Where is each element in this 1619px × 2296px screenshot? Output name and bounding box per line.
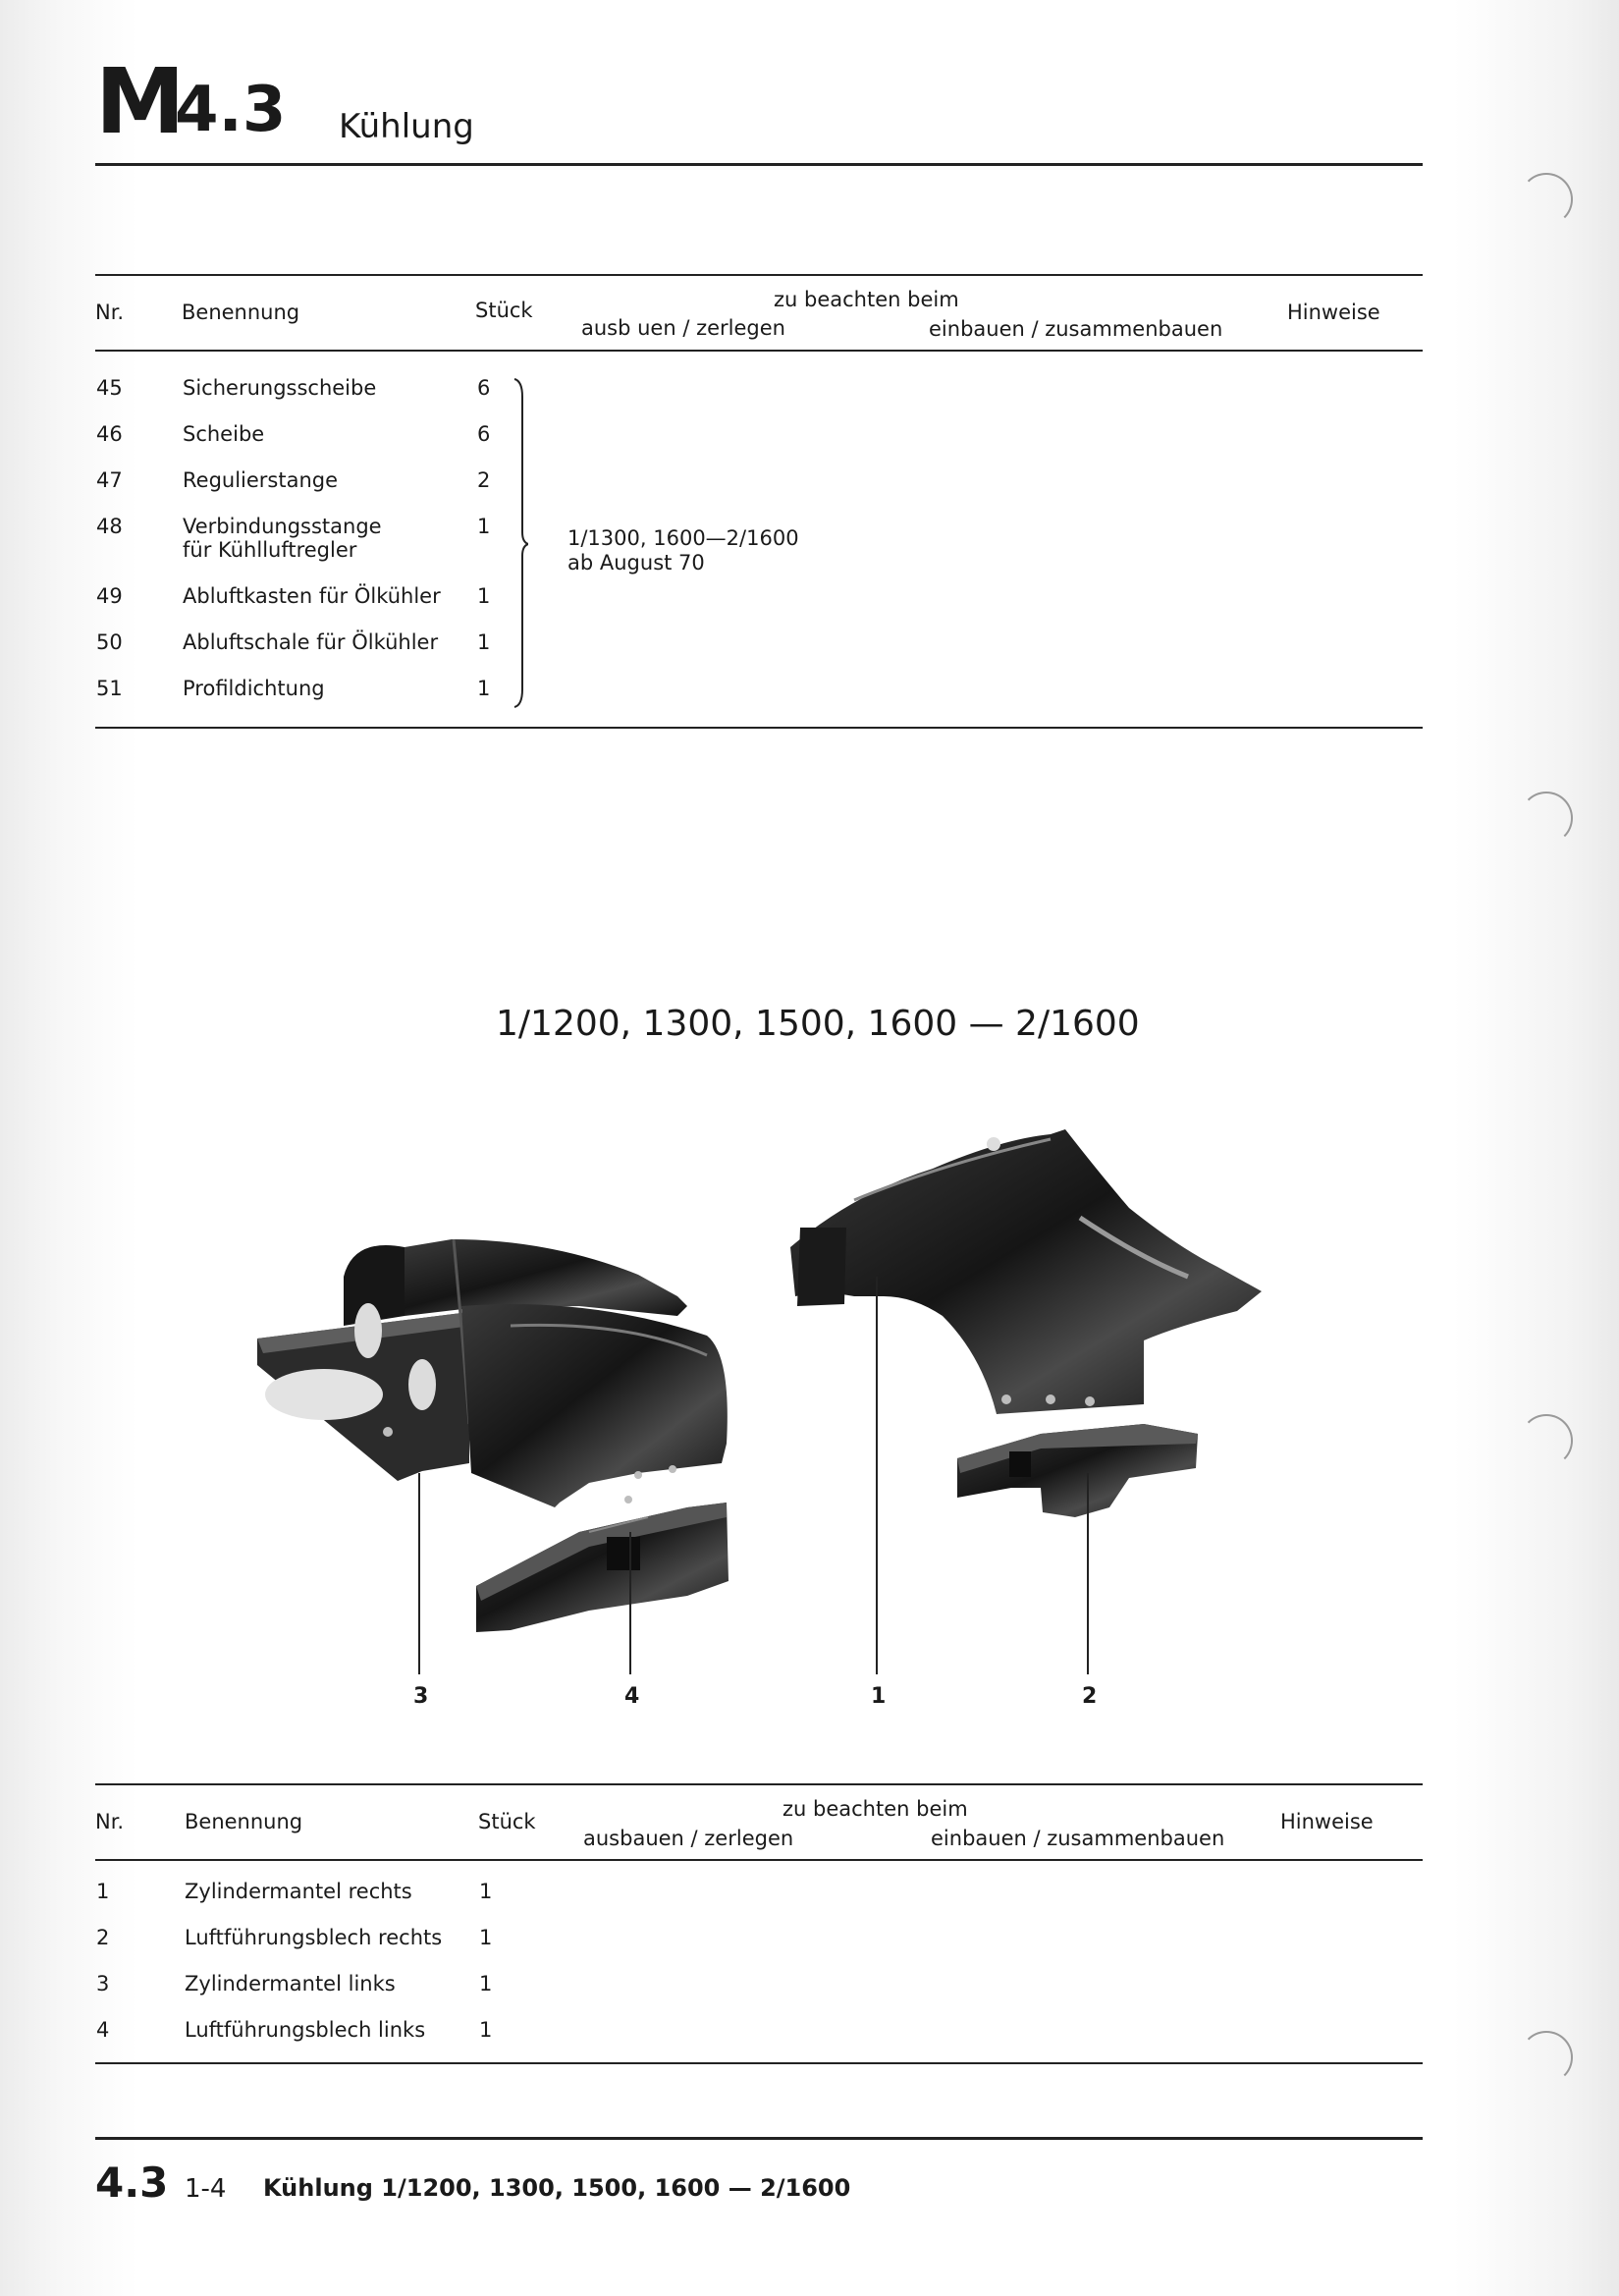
punch-hole-mark [1520,792,1573,845]
row-name: Abluftkasten für Ölkühler [183,584,441,608]
punch-hole-mark [1520,2031,1573,2084]
row-nr: 51 [96,677,123,700]
air-guide-plate-right-image [957,1424,1198,1517]
punch-hole-mark [1520,173,1573,226]
row-nr: 46 [96,422,123,446]
section-title: Kühlung [339,107,474,146]
row-name: Profildichtung [183,677,325,700]
table2-header-install: einbauen / zusammenbauen [931,1827,1225,1850]
footer-title: Kühlung 1/1200, 1300, 1500, 1600 — 2/1600 [263,2174,851,2202]
row-qty: 1 [477,677,491,700]
table1-header-qty: Stück [475,299,533,322]
table2-header-hints: Hinweise [1280,1810,1374,1833]
row-nr: 45 [96,376,123,400]
row-qty: 1 [479,1972,493,1995]
bracket-note-line2: ab August 70 [567,551,705,575]
row-name: Scheibe [183,422,265,446]
row-name: Luftführungsblech links [185,2018,426,2042]
table1-header-remove: ausb uen / zerlegen [581,316,785,340]
punch-hole-mark [1520,1414,1573,1467]
bracket-note-line1: 1/1300, 1600—2/1600 [567,526,799,550]
table1-header-hints: Hinweise [1287,301,1380,324]
cylinder-cover-left-image [257,1239,728,1507]
figure-title: 1/1200, 1300, 1500, 1600 — 2/1600 [496,1004,1140,1044]
table2-header-name: Benennung [185,1810,303,1833]
row-nr: 2 [96,1926,110,1949]
table-row [0,1926,1619,1965]
table1-header-install: einbauen / zusammenbauen [929,317,1223,341]
table2-top-rule [95,1783,1423,1785]
section-letter: M [95,49,182,154]
row-qty: 1 [479,1880,493,1903]
table2-header-rule [95,1859,1423,1861]
footer-section-number: 4.3 [95,2159,169,2207]
row-qty: 1 [477,630,491,654]
table2-header-remove: ausbauen / zerlegen [583,1827,794,1850]
section-number: 4.3 [175,74,287,146]
table-row [0,1972,1619,2011]
table1-header-nr: Nr. [95,301,125,324]
footer-page-number: 1-4 [185,2174,227,2204]
row-qty: 1 [477,515,491,538]
row-name: Abluftschale für Ölkühler [183,630,439,654]
row-nr: 1 [96,1880,110,1903]
row-nr: 50 [96,630,123,654]
table2-header-note-group: zu beachten beim [783,1797,968,1821]
callout-2: 2 [1082,1684,1098,1709]
row-name: Zylindermantel links [185,1972,396,1995]
table1-header-name: Benennung [182,301,300,324]
row-name: Zylindermantel rechts [185,1880,412,1903]
row-name-line2: für Kühlluftregler [183,538,357,562]
row-qty: 2 [477,468,491,492]
table2-header-qty: Stück [478,1810,536,1833]
row-qty: 1 [479,1926,493,1949]
footer-rule [95,2137,1423,2140]
table-row [0,2018,1619,2057]
row-nr: 47 [96,468,123,492]
callout-1: 1 [871,1684,887,1709]
air-guide-plate-left-image [476,1503,729,1632]
table-row [0,1880,1619,1919]
callout-3: 3 [413,1684,429,1709]
row-nr: 48 [96,515,123,538]
table1-header-note-group: zu beachten beim [774,288,959,311]
row-name: Verbindungsstange [183,515,382,538]
row-qty: 1 [479,2018,493,2042]
row-nr: 3 [96,1972,110,1995]
table2-bottom-rule [95,2062,1423,2064]
table2-header-nr: Nr. [95,1810,125,1833]
row-nr: 4 [96,2018,110,2042]
row-name: Sicherungsscheibe [183,376,377,400]
row-name: Luftführungsblech rechts [185,1926,443,1949]
row-qty: 6 [477,422,491,446]
row-qty: 1 [477,584,491,608]
row-name: Regulierstange [183,468,339,492]
row-qty: 6 [477,376,491,400]
row-nr: 49 [96,584,123,608]
cylinder-cover-right-image [790,1129,1262,1414]
callout-4: 4 [624,1684,640,1709]
